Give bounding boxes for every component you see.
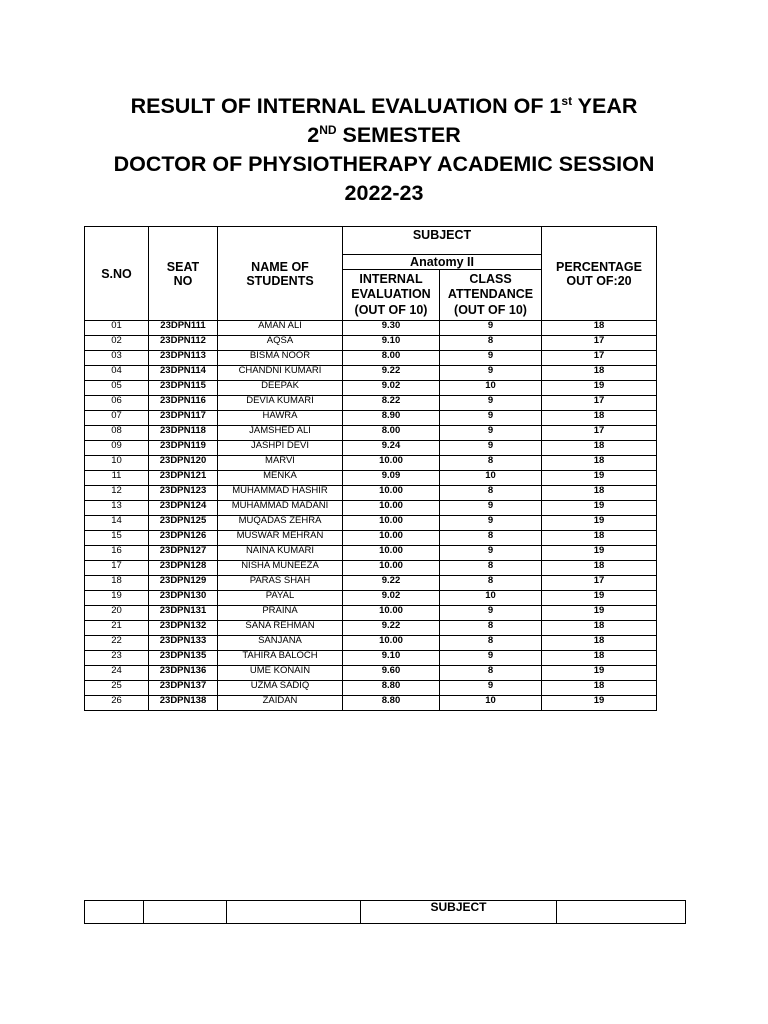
cell-student-name: PARAS SHAH [218,576,343,591]
cell-seat-no: 23DPN135 [149,651,218,666]
cell-class-attendance: 9 [440,516,542,531]
cell-seat-no: 23DPN115 [149,381,218,396]
table-row [85,516,657,531]
table-row [85,456,657,471]
cell-seat-no: 23DPN112 [149,336,218,351]
cell-percentage: 18 [542,456,657,471]
header-student-name: NAME OF STUDENTS [218,227,343,321]
cell-sno: 14 [85,516,149,531]
cell-internal-evaluation: 10.00 [343,546,440,561]
cell-internal-evaluation: 10.00 [343,516,440,531]
cell-internal-evaluation: 8.80 [343,681,440,696]
footer-cell-sno [85,901,144,924]
cell-percentage: 18 [542,561,657,576]
cell-sno: 12 [85,486,149,501]
cell-percentage: 18 [542,441,657,456]
cell-sno: 25 [85,681,149,696]
cell-seat-no: 23DPN130 [149,591,218,606]
cell-seat-no: 23DPN126 [149,531,218,546]
cell-seat-no: 23DPN132 [149,621,218,636]
cell-internal-evaluation: 9.22 [343,366,440,381]
cell-student-name: PAYAL [218,591,343,606]
table-row [85,471,657,486]
cell-sno: 21 [85,621,149,636]
cell-student-name: BISMA NOOR [218,351,343,366]
cell-internal-evaluation: 8.00 [343,426,440,441]
cell-sno: 06 [85,396,149,411]
cell-internal-evaluation: 10.00 [343,636,440,651]
cell-class-attendance: 8 [440,561,542,576]
table-row [85,681,657,696]
cell-sno: 11 [85,471,149,486]
header-sno: S.NO [85,227,149,321]
cell-sno: 04 [85,366,149,381]
cell-internal-evaluation: 9.02 [343,591,440,606]
cell-seat-no: 23DPN111 [149,321,218,336]
cell-seat-no: 23DPN114 [149,366,218,381]
cell-student-name: MARVI [218,456,343,471]
footer-cell-name [227,901,361,924]
cell-percentage: 17 [542,351,657,366]
table-row [85,426,657,441]
table-row [85,576,657,591]
results-body [85,321,657,711]
cell-student-name: MENKA [218,471,343,486]
footer-cell-percentage [557,901,686,924]
cell-class-attendance: 9 [440,681,542,696]
cell-percentage: 19 [542,501,657,516]
cell-class-attendance: 9 [440,606,542,621]
cell-seat-no: 23DPN128 [149,561,218,576]
cell-internal-evaluation: 8.80 [343,696,440,711]
cell-seat-no: 23DPN123 [149,486,218,501]
cell-sno: 20 [85,606,149,621]
table-row [85,381,657,396]
cell-percentage: 18 [542,651,657,666]
table-row [85,591,657,606]
table-row [85,621,657,636]
table-row [85,396,657,411]
cell-class-attendance: 10 [440,696,542,711]
footer-subject-label: SUBJECT [361,901,557,924]
cell-class-attendance: 9 [440,321,542,336]
cell-sno: 02 [85,336,149,351]
cell-sno: 23 [85,651,149,666]
cell-student-name: SANA REHMAN [218,621,343,636]
table-row [85,636,657,651]
table-row [85,606,657,621]
table-row [85,651,657,666]
cell-seat-no: 23DPN118 [149,426,218,441]
cell-percentage: 17 [542,576,657,591]
cell-internal-evaluation: 10.00 [343,456,440,471]
footer-cell-seat [144,901,227,924]
cell-student-name: JAMSHED ALI [218,426,343,441]
cell-internal-evaluation: 8.22 [343,396,440,411]
cell-internal-evaluation: 9.60 [343,666,440,681]
cell-sno: 19 [85,591,149,606]
cell-internal-evaluation: 10.00 [343,501,440,516]
cell-seat-no: 23DPN116 [149,396,218,411]
cell-internal-evaluation: 9.22 [343,576,440,591]
cell-sno: 05 [85,381,149,396]
cell-sno: 24 [85,666,149,681]
cell-student-name: DEEPAK [218,381,343,396]
table-row [85,546,657,561]
cell-sno: 18 [85,576,149,591]
cell-sno: 09 [85,441,149,456]
cell-student-name: ZAIDAN [218,696,343,711]
cell-seat-no: 23DPN127 [149,546,218,561]
cell-student-name: JASHPI DEVI [218,441,343,456]
cell-sno: 16 [85,546,149,561]
cell-class-attendance: 8 [440,486,542,501]
cell-percentage: 19 [542,381,657,396]
results-table [84,226,657,711]
cell-seat-no: 23DPN138 [149,696,218,711]
cell-student-name: DEVIA KUMARI [218,396,343,411]
cell-class-attendance: 10 [440,471,542,486]
header-class-attendance: CLASS ATTENDANCE (OUT OF 10) [440,270,542,321]
cell-percentage: 18 [542,621,657,636]
cell-seat-no: 23DPN133 [149,636,218,651]
cell-internal-evaluation: 8.00 [343,351,440,366]
cell-seat-no: 23DPN117 [149,411,218,426]
table-row [85,531,657,546]
cell-student-name: NISHA MUNEEZA [218,561,343,576]
cell-sno: 03 [85,351,149,366]
cell-internal-evaluation: 9.30 [343,321,440,336]
cell-percentage: 17 [542,336,657,351]
cell-percentage: 17 [542,426,657,441]
cell-class-attendance: 9 [440,396,542,411]
cell-student-name: MUSWAR MEHRAN [218,531,343,546]
title-line-1: RESULT OF INTERNAL EVALUATION OF 1st YEAR [130,93,638,118]
header-internal-evaluation: INTERNAL EVALUATION (OUT OF 10) [343,270,440,321]
cell-percentage: 19 [542,606,657,621]
cell-sno: 08 [85,426,149,441]
cell-class-attendance: 8 [440,456,542,471]
cell-sno: 15 [85,531,149,546]
header-subject: SUBJECT [343,227,542,255]
cell-percentage: 18 [542,411,657,426]
cell-internal-evaluation: 8.90 [343,411,440,426]
cell-sno: 13 [85,501,149,516]
table-row [85,696,657,711]
cell-class-attendance: 8 [440,576,542,591]
cell-seat-no: 23DPN121 [149,471,218,486]
cell-seat-no: 23DPN137 [149,681,218,696]
cell-internal-evaluation: 9.09 [343,471,440,486]
cell-student-name: NAINA KUMARI [218,546,343,561]
cell-class-attendance: 8 [440,621,542,636]
cell-seat-no: 23DPN136 [149,666,218,681]
cell-internal-evaluation: 10.00 [343,606,440,621]
cell-class-attendance: 9 [440,351,542,366]
cell-sno: 22 [85,636,149,651]
cell-student-name: CHANDNI KUMARI [218,366,343,381]
cell-student-name: HAWRA [218,411,343,426]
table-row [85,336,657,351]
table-row [85,366,657,381]
cell-student-name: AMAN ALI [218,321,343,336]
cell-percentage: 18 [542,486,657,501]
cell-student-name: UZMA SADIQ [218,681,343,696]
header-subject-name: Anatomy II [343,255,542,270]
cell-student-name: TAHIRA BALOCH [218,651,343,666]
cell-percentage: 19 [542,696,657,711]
cell-internal-evaluation: 9.10 [343,336,440,351]
table-row [85,501,657,516]
table-row [85,666,657,681]
cell-student-name: UME KONAIN [218,666,343,681]
cell-percentage: 18 [542,321,657,336]
cell-sno: 01 [85,321,149,336]
cell-student-name: MUQADAS ZEHRA [218,516,343,531]
cell-seat-no: 23DPN113 [149,351,218,366]
cell-percentage: 19 [542,546,657,561]
title-line-3: DOCTOR OF PHYSIOTHERAPY ACADEMIC SESSION [113,152,655,176]
cell-percentage: 18 [542,366,657,381]
table-row [85,561,657,576]
header-percentage: PERCENTAGE OUT OF:20 [542,227,657,321]
document-title [0,92,768,208]
cell-class-attendance: 9 [440,441,542,456]
cell-class-attendance: 9 [440,501,542,516]
cell-percentage: 18 [542,531,657,546]
cell-percentage: 17 [542,396,657,411]
cell-percentage: 19 [542,666,657,681]
cell-class-attendance: 8 [440,636,542,651]
cell-class-attendance: 8 [440,666,542,681]
table-row [85,441,657,456]
cell-class-attendance: 9 [440,426,542,441]
cell-internal-evaluation: 9.22 [343,621,440,636]
cell-internal-evaluation: 10.00 [343,486,440,501]
cell-student-name: MUHAMMAD MADANI [218,501,343,516]
cell-sno: 07 [85,411,149,426]
cell-percentage: 19 [542,591,657,606]
cell-percentage: 19 [542,516,657,531]
cell-student-name: AQSA [218,336,343,351]
cell-seat-no: 23DPN129 [149,576,218,591]
cell-student-name: SANJANA [218,636,343,651]
cell-seat-no: 23DPN125 [149,516,218,531]
cell-class-attendance: 8 [440,336,542,351]
cell-internal-evaluation: 9.02 [343,381,440,396]
cell-class-attendance: 8 [440,531,542,546]
next-page-table-header [84,900,686,924]
title-line-4: 2022-23 [344,181,424,205]
cell-internal-evaluation: 9.10 [343,651,440,666]
cell-percentage: 18 [542,681,657,696]
cell-class-attendance: 10 [440,591,542,606]
cell-seat-no: 23DPN119 [149,441,218,456]
cell-sno: 17 [85,561,149,576]
cell-student-name: PRAINA [218,606,343,621]
cell-class-attendance: 9 [440,546,542,561]
cell-class-attendance: 9 [440,366,542,381]
cell-class-attendance: 9 [440,411,542,426]
table-row [85,486,657,501]
cell-class-attendance: 9 [440,651,542,666]
cell-internal-evaluation: 10.00 [343,531,440,546]
cell-percentage: 19 [542,471,657,486]
table-row [85,351,657,366]
header-seat-no: SEAT NO [149,227,218,321]
cell-student-name: MUHAMMAD HASHIR [218,486,343,501]
cell-seat-no: 23DPN131 [149,606,218,621]
table-row [85,321,657,336]
table-row [85,411,657,426]
cell-internal-evaluation: 10.00 [343,561,440,576]
cell-sno: 10 [85,456,149,471]
cell-seat-no: 23DPN120 [149,456,218,471]
cell-seat-no: 23DPN124 [149,501,218,516]
cell-percentage: 18 [542,636,657,651]
cell-sno: 26 [85,696,149,711]
title-line-2: 2ND SEMESTER [307,122,461,147]
cell-internal-evaluation: 9.24 [343,441,440,456]
cell-class-attendance: 10 [440,381,542,396]
